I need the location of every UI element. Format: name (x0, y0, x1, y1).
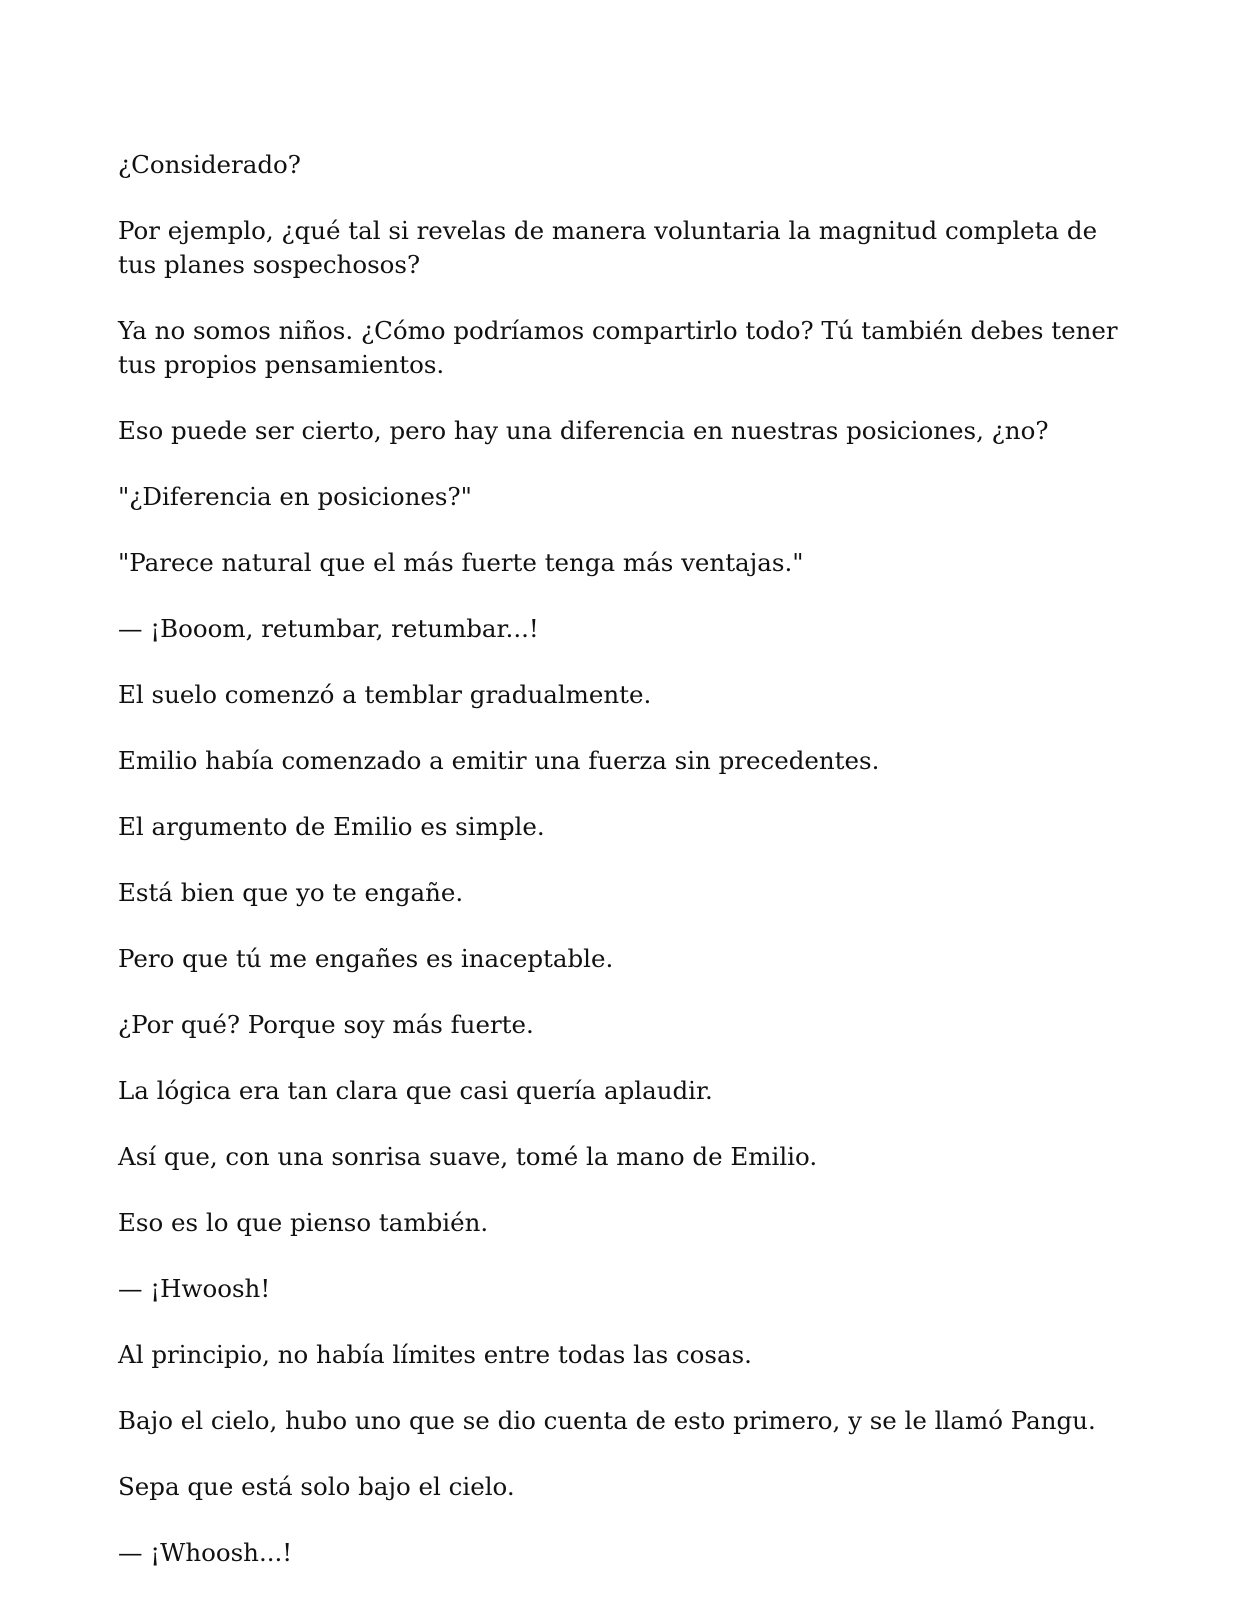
paragraph: Bajo el cielo, hubo uno que se dio cuenta de esto primero, y se le llamó Pangu. (118, 1406, 1096, 1435)
paragraph: Emilio había comenzado a emitir una fuerza sin precedentes. (118, 746, 880, 775)
paragraph: Eso puede ser cierto, pero hay una diferencia en nuestras posiciones, ¿no? (118, 416, 1049, 445)
paragraph: Sepa que está solo bajo el cielo. (118, 1472, 515, 1501)
paragraph: "Parece natural que el más fuerte tenga más ventajas." (118, 548, 804, 577)
paragraph: ¿Por qué? Porque soy más fuerte. (118, 1010, 534, 1039)
paragraph: La lógica era tan clara que casi quería aplaudir. (118, 1076, 713, 1105)
paragraph: El argumento de Emilio es simple. (118, 812, 545, 841)
paragraph: ¿Considerado? (118, 150, 301, 179)
paragraph: Ya no somos niños. ¿Cómo podríamos compartirlo todo? Tú también debes tener tus propios pensamientos. (118, 316, 1118, 379)
paragraph: El suelo comenzó a temblar gradualmente. (118, 680, 652, 709)
paragraph: Así que, con una sonrisa suave, tomé la mano de Emilio. (118, 1142, 818, 1171)
paragraph: Eso es lo que pienso también. (118, 1208, 489, 1237)
paragraph: — ¡Booom, retumbar, retumbar...! (118, 614, 539, 643)
paragraph: — ¡Hwoosh! (118, 1274, 271, 1303)
paragraph: Por ejemplo, ¿qué tal si revelas de manera voluntaria la magnitud completa de tus planes sospechosos? (118, 216, 1098, 279)
paragraph: Pero que tú me engañes es inaceptable. (118, 944, 614, 973)
paragraph: — ¡Whoosh...! (118, 1538, 293, 1567)
document-body (118, 148, 1128, 1602)
paragraph: Está bien que yo te engañe. (118, 878, 464, 907)
paragraph: "¿Diferencia en posiciones?" (118, 482, 472, 511)
paragraph: Al principio, no había límites entre todas las cosas. (118, 1340, 752, 1369)
